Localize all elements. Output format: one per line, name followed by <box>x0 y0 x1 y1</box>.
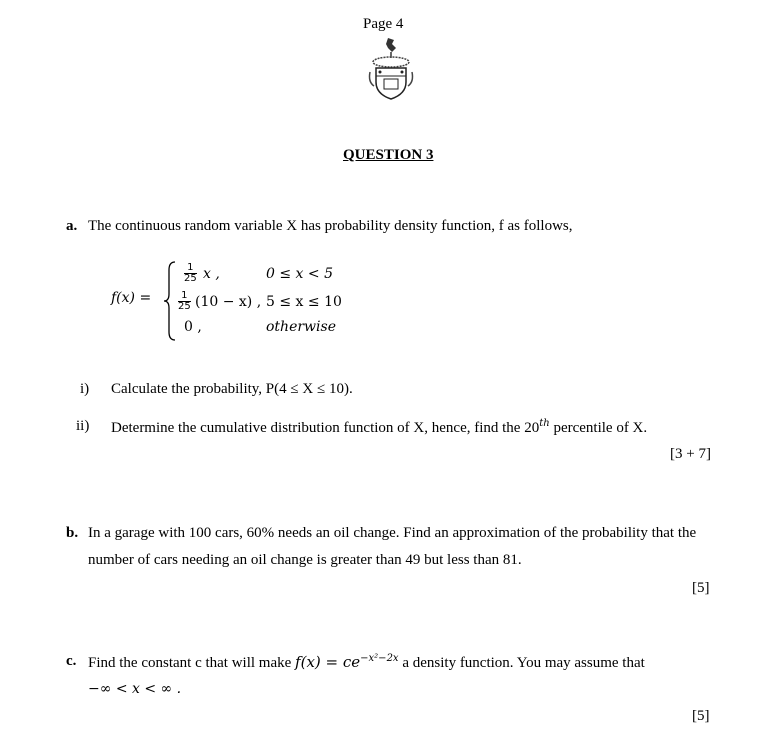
part-c-line1: Find the constant c that will make $f(x) = ce^{-x^2-2x}$ a density function. You may assume that <box>88 653 645 671</box>
page-number: Page 4 <box>363 16 404 32</box>
pdf-lhs: f(x) = <box>111 290 152 306</box>
part-c-label: c. <box>66 653 77 669</box>
subquestion-ii-text: Determine the cumulative distribution function of X, hence, find the 20th percentile of X. <box>111 418 648 436</box>
case1-expression: x , <box>203 266 220 282</box>
case2-fraction: $\frac{1}{25}$ <box>178 290 191 312</box>
case3-expression: 0 , <box>184 319 202 335</box>
part-a-label: a. <box>66 218 78 234</box>
part-b-line1: In a garage with 100 cars, 60% needs an oil change. Find an approximation of the probability that the <box>88 525 697 541</box>
university-crest-icon <box>366 36 416 102</box>
case2-expression: (10 − x) , <box>195 294 262 310</box>
part-a-marks: [3 + 7] <box>670 446 711 462</box>
case3-condition: otherwise <box>266 319 336 335</box>
case1-condition: 0 ≤ x < 5 <box>266 266 333 282</box>
part-b-marks: [5] <box>692 580 710 596</box>
case1-fraction: $\frac{1}{25}$ <box>184 262 197 284</box>
part-b-line2: number of cars needing an oil change is greater than 49 but less than 81. <box>88 552 522 568</box>
subquestion-i-label: i) <box>80 381 90 397</box>
case2-condition: 5 ≤ x ≤ 10 <box>266 294 342 310</box>
subquestion-ii-label: ii) <box>76 418 90 434</box>
part-c-domain: −∞ < x < ∞ . <box>88 681 182 697</box>
part-c-marks: [5] <box>692 708 710 724</box>
part-a-intro: The continuous random variable X has probability density function, f as follows, <box>88 218 573 234</box>
part-b-label: b. <box>66 525 79 541</box>
question-title: QUESTION 3 <box>343 147 434 163</box>
piecewise-brace <box>163 260 177 342</box>
subquestion-i-text: Calculate the probability, P(4 ≤ X ≤ 10). <box>111 381 353 397</box>
